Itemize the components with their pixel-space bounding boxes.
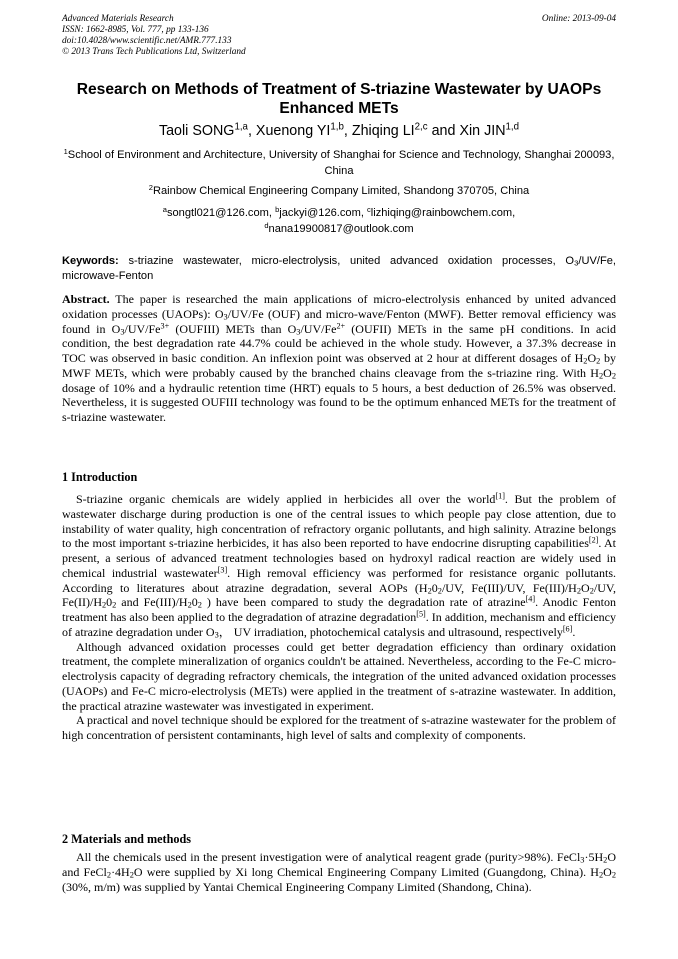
paragraph-text: /UV, Fe(III)/UV, Fe(III)/H bbox=[441, 580, 577, 595]
paragraph-text: S-triazine organic chemicals are widely applied in herbicides all over the world bbox=[76, 492, 496, 506]
paragraph-text: ·4H bbox=[111, 864, 130, 879]
author-name: Xuenong YI bbox=[255, 123, 331, 139]
email-mark: a bbox=[162, 204, 167, 214]
paragraph: A practical and novel technique should be explored for the treatment of s-atrazine wastewater for the problem of high concentration of persistent contaminants, high level of salts and complexity of components. bbox=[62, 713, 616, 742]
doi-line: doi:10.4028/www.scientific.net/AMR.777.133 bbox=[62, 36, 232, 46]
paragraph-text: . Anodic Fenton treatment has also been applied to the degradation of atrazine degradation bbox=[62, 595, 617, 624]
paragraph-text: O were supplied by Xi long Chemical Engineering Company Limited (Guangdong, China). H bbox=[133, 864, 599, 879]
affiliation-number: 1 bbox=[63, 146, 68, 156]
email-mark: d bbox=[264, 220, 269, 230]
paragraph-text: 0 bbox=[431, 580, 438, 595]
subscript: 2 bbox=[437, 586, 442, 596]
keywords-text: s-triazine wastewater, micro-electrolysis, united advanced oxidation processes, O bbox=[128, 255, 575, 267]
journal-header bbox=[62, 14, 616, 58]
paragraph-text: . bbox=[572, 624, 576, 639]
abstract-label: Abstract. bbox=[62, 292, 110, 306]
subscript: 2 bbox=[603, 855, 608, 865]
subscript: 2 bbox=[598, 371, 604, 381]
paragraph-text: All the chemicals used in the present investigation were of analytical reagent grade (purity>98%). FeCl bbox=[76, 850, 581, 864]
email-link[interactable]: lizhiqing@rainbowchem.com, bbox=[370, 207, 516, 219]
author-name: Taoli SONG bbox=[158, 123, 235, 139]
paragraph bbox=[62, 492, 616, 640]
journal-name: Advanced Materials Research bbox=[62, 14, 174, 24]
subscript: 3 bbox=[580, 855, 585, 865]
section-heading-introduction: 1 Introduction bbox=[62, 470, 138, 484]
affiliation-number: 2 bbox=[148, 182, 153, 192]
citation[interactable]: [3] bbox=[217, 565, 228, 575]
abstract-text: by MWF METs, which were probably caused by the branched chains cleavage from the s-triazine ring. With H bbox=[62, 351, 617, 380]
citation[interactable]: [6] bbox=[562, 624, 573, 634]
subscript: 3 bbox=[223, 312, 228, 322]
citation[interactable]: [1] bbox=[495, 491, 505, 501]
affiliation-2 bbox=[62, 184, 616, 200]
subscript: 3 bbox=[296, 327, 301, 337]
subscript: 2 bbox=[129, 870, 134, 880]
paragraph-text: ， UV irradiation, photochemical catalysis and ultrasound, respectively bbox=[218, 624, 563, 639]
online-date: Online: 2013-09-04 bbox=[541, 14, 616, 24]
paragraph-text: O and FeCl bbox=[62, 850, 616, 879]
author-list: Taoli SONG$^{1,a}$, Xuenong YI$^{1,b}$, Zhiqing LI$^{2,c}$ and Xin JIN$^{1,d}$ bbox=[158, 121, 520, 139]
paragraph-text: . But the problem of wastewater discharge during production is one of the central issues to which people pay close attention, due to instability of water quality, high concentration of refractory organic pollutants, and high salinity. Atrazine belongs to the most important s-triazine herbicides, it has also been reported to have endocrine disrupting capabilities bbox=[62, 492, 617, 551]
subscript: 2 bbox=[101, 600, 107, 610]
subscript: 3 bbox=[214, 630, 219, 640]
email-link[interactable]: nana19900817@outlook.com bbox=[268, 222, 414, 235]
email-mark: b bbox=[275, 204, 280, 214]
paper-title: Research on Methods of Treatment of S-triazine Wastewater by UAOPs Enhanced METs bbox=[76, 81, 602, 117]
keywords-text: /UV/Fe, microwave-Fenton bbox=[62, 255, 616, 282]
paragraph-text: 0 bbox=[191, 595, 198, 610]
affiliation-text: School of Environment and Architecture, University of Shanghai for Science and Technology, Shanghai 200093, China bbox=[67, 149, 615, 177]
paragraph-text: O bbox=[603, 864, 612, 879]
subscript: 3 bbox=[120, 327, 125, 337]
subscript: 2 bbox=[589, 586, 594, 596]
abstract-text: dosage of 10% and a hydraulic retention time (HRT) equals to 5 hours, a best deduction of 26.5% was observed. Nevertheless, it is suggested OUFIII technology was found to be the optimum enhanced METs for the treatment of s-triazine wastewater. bbox=[62, 380, 616, 424]
abstract-text: /UV/Fe (OUF) and micro-wave/Fenton (MWF). Better removal efficiency was found in O bbox=[62, 306, 616, 336]
superscript: 3+ bbox=[160, 321, 170, 331]
subscript: 2 bbox=[598, 870, 604, 880]
author-affiliation-mark: 2,c bbox=[414, 121, 428, 133]
abstract-text: /UV/Fe bbox=[124, 321, 161, 336]
author-name: Xin JIN bbox=[459, 123, 506, 139]
email-mark: c bbox=[367, 204, 371, 214]
citation[interactable]: [5] bbox=[416, 609, 426, 619]
abstract-text: O bbox=[603, 365, 612, 380]
paragraph-text: /UV, Fe(II)/H bbox=[62, 580, 616, 610]
subscript: 2 bbox=[576, 586, 582, 596]
abstract-text: (OUFIII) METs than O bbox=[169, 321, 297, 336]
subscript: 2 bbox=[427, 586, 432, 596]
abstract-text: (OUFII) METs in the same pH conditions. In acid condition, the best degradation rate 44.7% could be achieved in the whole study. However, a 37.3% decrease in TOC was observed in basic condition. An inflexion point was observed at 2 hour at different dosages of H bbox=[62, 321, 616, 365]
author-name: Zhiqing LI bbox=[351, 123, 415, 139]
subscript: 2 bbox=[197, 600, 202, 610]
abstract bbox=[62, 292, 616, 425]
author-conjunction: and bbox=[431, 123, 456, 139]
superscript: 2+ bbox=[336, 321, 346, 331]
paragraph-text: 0 bbox=[106, 595, 113, 610]
author-affiliation-mark: 1,a bbox=[234, 121, 248, 133]
email-link[interactable]: jackyi@126.com, bbox=[279, 207, 364, 219]
paragraph-text: . At present, a serious of advanced treatment technologies based on hydroxyl radical reaction are widely used in chemical industrial wastewater bbox=[62, 536, 616, 580]
paragraph bbox=[62, 850, 616, 894]
materials-methods-body bbox=[62, 850, 616, 894]
paragraph-text: . High removal efficiency was performed for resistance organic pollutants. According to literatures about atrazine degradation, several AOPs (H bbox=[62, 565, 616, 595]
section-heading-materials-methods: 2 Materials and methods bbox=[62, 832, 191, 846]
email-list bbox=[62, 206, 616, 237]
affiliation-1 bbox=[62, 148, 616, 179]
paragraph: Although advanced oxidation processes could get better degradation efficiency than ordinary oxidation treatment, the complete mineralization of organics couldn't be attained. Nevertheless, according to the Fe-C micro-electrolysis capacity of degrading refractory chemicals, the integration of the united advanced oxidation processes (UAOPs) and Fe-C micro-electrolysis (METs) were applied in the treatment of s-atrazine wastewater. In addition, the practical atrazine wastewater was investigated in experiment. bbox=[62, 639, 616, 713]
paragraph-text: ·5H bbox=[584, 850, 604, 864]
keywords-label: Keywords: bbox=[62, 255, 119, 267]
subscript: 2 bbox=[611, 371, 616, 381]
paragraph-text: . In addition, mechanism and efficiency of atrazine degradation under O bbox=[62, 610, 616, 639]
subscript: 3 bbox=[574, 258, 579, 268]
subscript: 2 bbox=[106, 870, 112, 880]
keywords bbox=[62, 254, 616, 284]
paragraph-text: ) have been compared to study the degradation rate of atrazine bbox=[201, 595, 526, 610]
affiliation-text: Rainbow Chemical Engineering Company Limited, Shandong 370705, China bbox=[153, 185, 530, 197]
introduction-body bbox=[62, 492, 616, 743]
abstract-text: O bbox=[587, 351, 597, 365]
paragraph-text: and Fe(III)/H bbox=[116, 595, 188, 610]
author-affiliation-mark: 1,d bbox=[505, 121, 520, 133]
abstract-text: The paper is researched the main applications of micro-electrolysis enhanced by united advanced oxidation processes (UAOPs): O bbox=[62, 292, 616, 321]
paragraph-text: (30%, m/m) was supplied by Yantai Chemical Engineering Company Limited (Shandong, China). bbox=[62, 879, 532, 894]
citation[interactable]: [2] bbox=[588, 535, 599, 545]
citation[interactable]: [4] bbox=[525, 594, 536, 604]
issn-line: ISSN: 1662-8985, Vol. 777, pp 133-136 bbox=[62, 25, 209, 35]
email-link[interactable]: songtl021@126.com, bbox=[166, 207, 272, 219]
subscript: 2 bbox=[596, 356, 601, 366]
paragraph-text: O bbox=[581, 580, 590, 595]
abstract-text: /UV/Fe bbox=[300, 321, 337, 336]
subscript: 2 bbox=[611, 870, 616, 880]
subscript: 2 bbox=[112, 600, 117, 610]
copyright-line: © 2013 Trans Tech Publications Ltd, Switzerland bbox=[62, 47, 246, 57]
subscript: 2 bbox=[187, 600, 192, 610]
subscript: 2 bbox=[583, 356, 588, 366]
author-affiliation-mark: 1,b bbox=[330, 121, 344, 133]
